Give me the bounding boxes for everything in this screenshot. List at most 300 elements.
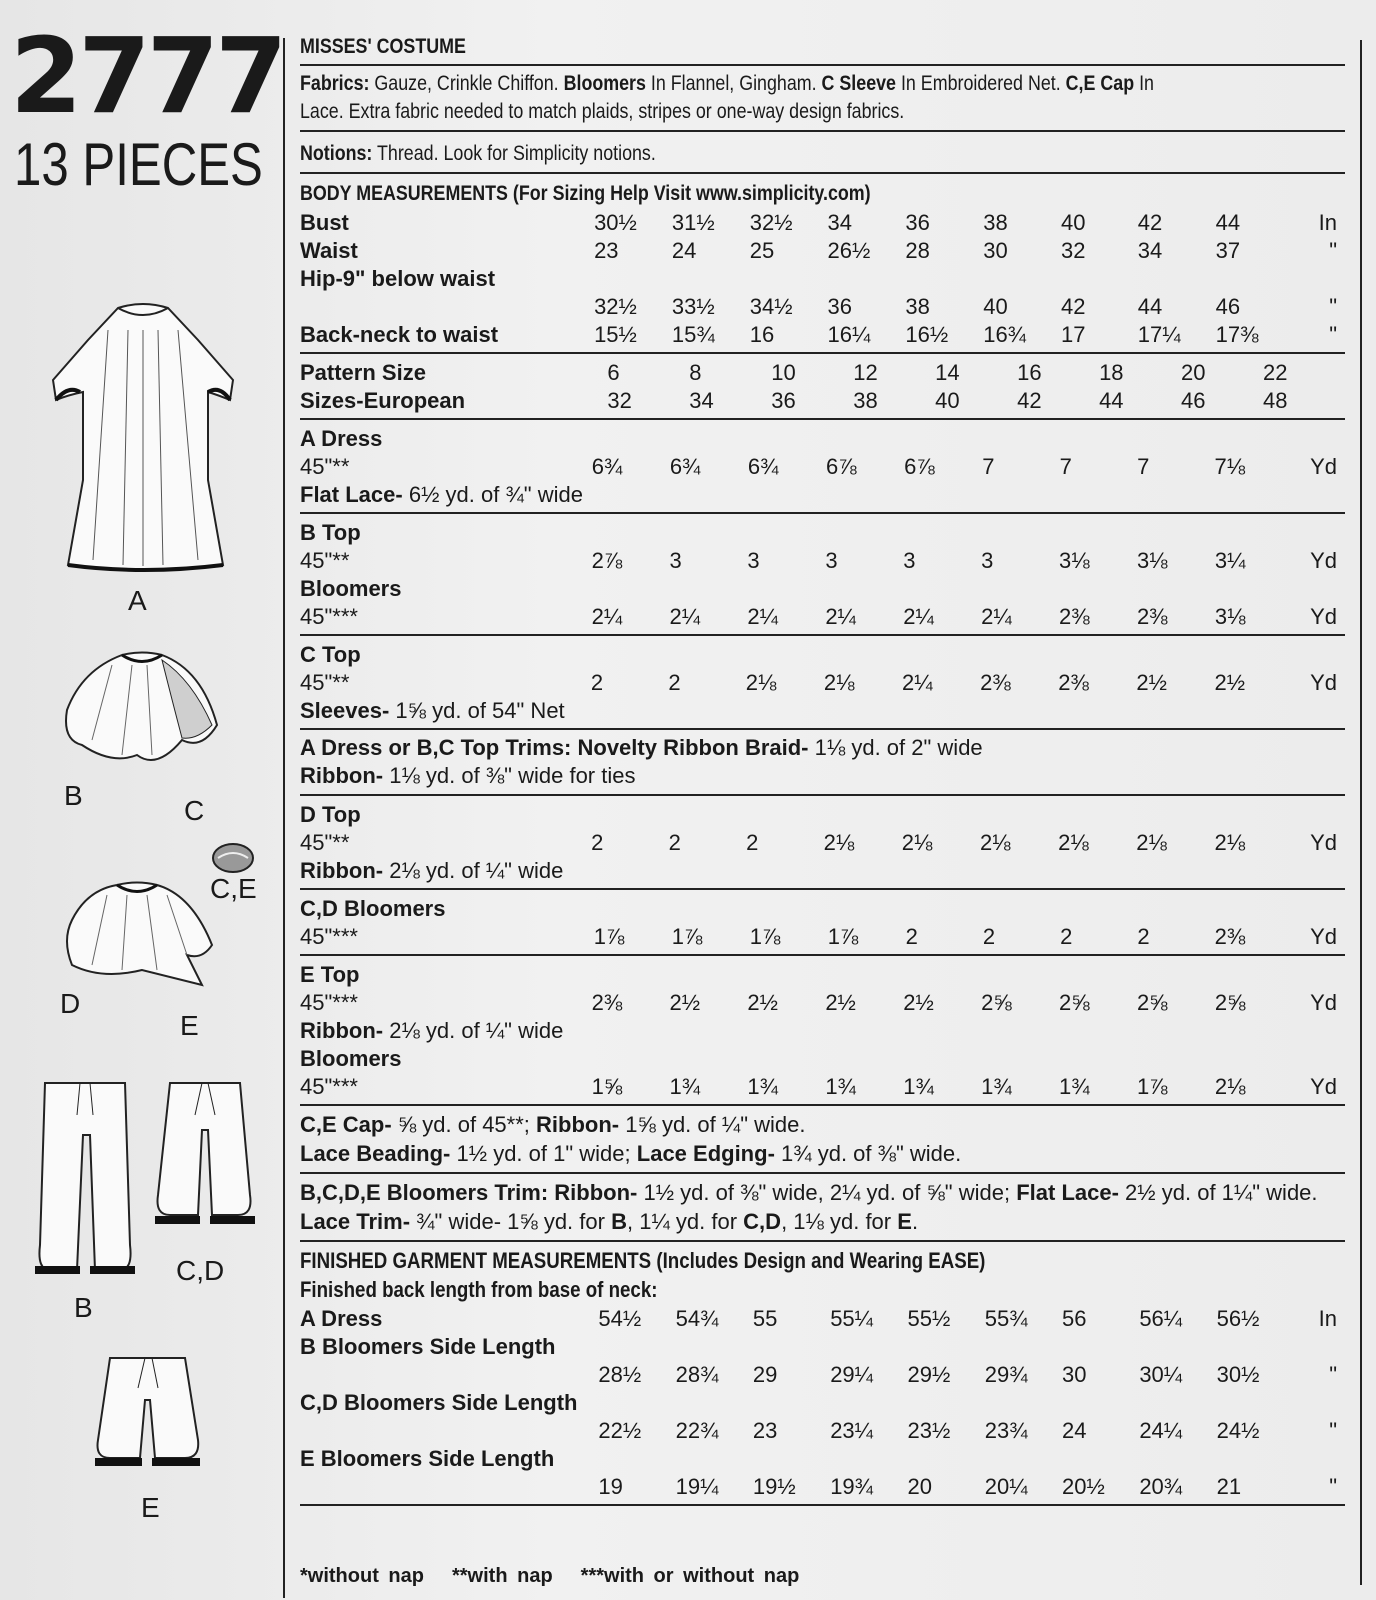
bloomers-trim-text: 1½ yd. of ⅜" wide, 2¼ yd. of ⅝" wide; [643,1180,1011,1205]
lace-trim-cd: C,D [743,1209,782,1234]
view-label-c: C [184,795,205,826]
size-value: 30¼ [1139,1362,1183,1387]
unit: Yd [1310,670,1337,695]
row-label [300,1360,598,1388]
size-value: 23 [752,1418,778,1443]
size-value: 1⅞ [827,924,859,949]
trims-text: 1⅛ yd. of 2" wide [814,735,983,760]
row-label: Bust [300,210,349,235]
c-top-row [300,668,1345,696]
size-value: 40 [983,294,1008,319]
finished-subheading: Finished back length from base of neck: [300,1277,658,1302]
size-value: 1⅞ [671,924,703,949]
d-top-fabric: 45"** [300,830,350,855]
size-value: 2⅜ [1058,670,1089,695]
size-value: 55 [752,1306,778,1331]
size-value: 20¼ [984,1474,1028,1499]
lace-beading-text: 1½ yd. of 1" wide; [456,1141,631,1166]
unit: " [1329,1418,1337,1443]
size-value: 2⅛ [1214,1074,1246,1099]
size-value: 2¼ [669,604,701,629]
size-value: 15¾ [671,322,715,347]
row-label [300,1472,598,1500]
size-value: 2 [905,924,918,949]
lace-trim-label: Lace Trim- [300,1209,411,1234]
unit: " [1329,1362,1337,1387]
size-value: 32 [1061,238,1086,263]
size-value: 2 [1060,924,1073,949]
size-value: 3⅛ [1214,604,1246,629]
measurement-row [300,1332,1345,1360]
a-dress-heading: A Dress [300,426,383,451]
sizes-section [300,354,1345,420]
size-value: 16¼ [827,322,871,347]
size-value: 2 [746,830,759,855]
size-value: 32 [607,388,632,413]
fabrics-section [300,66,1345,132]
c-top-heading: C Top [300,642,361,667]
size-value: 24 [1062,1418,1087,1443]
size-value: 2⅝ [1059,990,1090,1015]
size-value: 30 [1062,1362,1087,1387]
measurement-row [300,1304,1345,1332]
size-value: 10 [771,360,796,385]
yardage-chart [300,30,1345,1506]
size-value: 32½ [594,294,637,319]
size-value: 55¾ [984,1306,1028,1331]
fabrics-text: Gauze, Crinkle Chiffon. [374,72,559,95]
size-value: 2¼ [825,604,856,629]
e-bloomers-heading: Bloomers [300,1046,402,1071]
right-border [1360,40,1362,1585]
b-top-heading: B Top [300,520,361,545]
size-value: 42 [1061,294,1086,319]
size-value: 1⅞ [1136,1074,1168,1099]
fabrics-line2: Lace. Extra fabric needed to match plaids, stripes or one-way design fabrics. [300,100,905,123]
view-label-b-bloomers: B [74,1292,93,1323]
size-value: 2⅛ [1058,830,1089,855]
size-value: 2⅛ [823,670,855,695]
size-value: 2 [668,830,681,855]
size-value: 38 [905,294,930,319]
size-value: 2 [982,924,996,949]
view-label-e: E [180,1010,199,1041]
measurement-row [300,358,1345,386]
body-measurements-note: (For Sizing Help Visit www.simplicity.com) [512,182,871,205]
c-sleeve-label: C Sleeve [821,72,896,95]
size-value: 24½ [1216,1418,1260,1443]
size-value: 6⅞ [826,454,857,479]
size-value: 6⅞ [904,454,935,479]
size-value: 16 [749,322,775,347]
size-value: 19 [598,1474,623,1499]
size-value: 46 [1215,294,1241,319]
size-value: 38 [983,210,1008,235]
size-value: 2½ [669,990,701,1015]
view-de-top-illustration [62,880,222,990]
size-value: 7 [982,454,995,479]
size-value: 2¼ [903,604,934,629]
size-value: 23½ [907,1418,951,1443]
size-value: 2½ [1136,670,1167,695]
e-top-row [300,988,1345,1016]
size-value: 20¾ [1139,1474,1183,1499]
unit: " [1329,1474,1337,1499]
view-label-a: A [128,585,147,616]
unit [598,1332,675,1360]
notions-section [300,132,1345,174]
size-value: 34 [1137,238,1163,263]
size-value: 30½ [594,210,637,235]
bloomers-flat-lace-text: 2½ yd. of 1¼" wide. [1125,1180,1318,1205]
size-value: 2½ [825,990,856,1015]
size-value: 7 [1059,454,1072,479]
e-ribbon [300,1016,1345,1044]
size-value: 2 [1137,924,1150,949]
a-dress-table [300,424,1345,508]
measurement-row [300,1416,1345,1444]
size-value: 34 [689,388,714,413]
lace-trim-sep1: , 1¼ yd. for [626,1209,738,1234]
unit: " [1329,294,1337,319]
size-value: 2⅝ [1136,990,1168,1015]
sleeves-text: 1⅝ yd. of 54" Net [395,698,565,723]
size-value: 36 [771,388,796,413]
unit: Yd [1310,990,1337,1015]
size-value: 36 [827,294,853,319]
unit [594,264,672,292]
ce-cap-fabric-text: In [1139,72,1154,95]
size-value: 3⅛ [1059,548,1090,573]
trims-ribbon-text: 1⅛ yd. of ⅜" wide for ties [389,763,636,788]
lace-edging-text: 1¾ yd. of ⅜" wide. [781,1141,962,1166]
measurement-row [300,1360,1345,1388]
e-ribbon-label: Ribbon- [300,1018,384,1043]
b-top-section [300,514,1345,636]
size-value: 3 [669,548,682,573]
unit [598,1444,675,1472]
footnote-without-nap: *without nap [300,1565,424,1587]
size-value: 3 [903,548,916,573]
row-label: E Bloomers Side Length [300,1446,555,1471]
b-top-fabric: 45"** [300,548,350,573]
row-label: C,D Bloomers Side Length [300,1390,578,1415]
size-value: 16¾ [983,322,1027,347]
bloomers-fabric-label: Bloomers [563,72,646,95]
notions-label: Notions: [300,142,373,165]
d-top-row [300,828,1345,856]
size-value: 2 [591,830,604,855]
a-dress-fabric: 45"** [300,454,350,479]
size-value: 3 [747,548,760,573]
size-value: 34½ [749,294,793,319]
trims-ribbon-label: Ribbon- [300,763,384,788]
b-bloomers-illustration [35,1075,135,1300]
row-label: B Bloomers Side Length [300,1334,556,1359]
e-bloomers-illustration [90,1350,205,1480]
unit: In [1318,1306,1337,1331]
size-value: 42 [1017,388,1042,413]
size-value: 3 [981,548,994,573]
size-value: 2½ [903,990,934,1015]
body-measurements-table [300,208,1345,348]
size-value: 33½ [671,294,715,319]
size-value: 19¼ [675,1474,719,1499]
size-value: 2⅜ [1059,604,1090,629]
size-value: 1¾ [981,1074,1012,1099]
size-value: 28 [905,238,930,263]
cd-bloomers-fabric: 45"*** [300,924,358,949]
size-value: 31½ [671,210,715,235]
view-a-dress-illustration [48,300,238,575]
size-value: 22 [1262,360,1288,385]
size-value: 30 [983,238,1008,263]
size-value: 2⅜ [1136,604,1168,629]
lace-edging-label: Lace Edging- [636,1141,775,1166]
size-value: 56½ [1216,1306,1260,1331]
size-value: 1⅝ [591,1074,623,1099]
a-dress-lace [300,480,1345,508]
size-value: 42 [1137,210,1163,235]
cd-bloomers-row [300,922,1345,950]
size-value: 55½ [907,1306,951,1331]
size-value: 2⅛ [901,830,933,855]
unit: Yd [1310,454,1337,479]
size-value: 6 [607,360,620,385]
unit [598,1388,675,1416]
size-value: 17¼ [1137,322,1181,347]
size-value: 48 [1262,388,1288,413]
size-value: 55¼ [830,1306,874,1331]
view-bc-top-illustration [62,650,222,770]
e-bloomers-fabric: 45"*** [300,1074,358,1099]
size-value: 2 [668,670,681,695]
bloomers-flat-lace-label: Flat Lace- [1016,1180,1119,1205]
size-value: 28½ [598,1362,642,1387]
size-value: 1¾ [825,1074,856,1099]
body-measurements-section [300,174,1345,354]
trims-section [300,730,1345,796]
size-value: 38 [853,388,878,413]
cd-bloomers-heading: C,D Bloomers [300,896,446,921]
cd-bloomers-illustration [150,1075,260,1235]
row-label: A Dress [300,1306,383,1331]
row-label: Sizes-European [300,388,466,413]
size-value: 16 [1017,360,1042,385]
size-value: 29¾ [984,1362,1028,1387]
size-value: 20 [907,1474,932,1499]
measurement-row [300,320,1345,348]
c-sleeve-text: In Embroidered Net. [900,72,1061,95]
size-value: 2⅞ [591,548,623,573]
notions-text: Thread. Look for Simplicity notions. [377,142,656,165]
size-value: 2⅜ [980,670,1011,695]
size-value: 23¼ [830,1418,874,1443]
size-value: 26½ [827,238,871,263]
size-value: 17 [1061,322,1086,347]
bloomers-fabric-text: In Flannel, Gingham. [650,72,817,95]
d-top-heading: D Top [300,802,361,827]
size-value: 16½ [905,322,949,347]
size-value: 3 [825,548,838,573]
size-value: 34 [827,210,853,235]
e-top-fabric: 45"*** [300,990,358,1015]
sizes-table [300,358,1345,414]
size-value: 14 [935,360,960,385]
c-top-fabric: 45"** [300,670,350,695]
cd-bloomers-table [300,894,1345,950]
size-value: 3¼ [1214,548,1246,573]
size-value: 29½ [907,1362,951,1387]
size-value: 22½ [598,1418,642,1443]
d-top-table [300,800,1345,884]
row-label: Back-neck to waist [300,322,499,347]
size-value: 2¼ [902,670,933,695]
size-value: 7⅛ [1214,454,1246,479]
row-label [300,292,594,320]
b-bloomers-heading: Bloomers [300,576,402,601]
lace-trim-text: ¾" wide- 1⅝ yd. for [416,1209,605,1234]
lace-beading-label: Lace Beading- [300,1141,451,1166]
size-value: 44 [1099,388,1124,413]
size-value: 1⅞ [593,924,625,949]
size-value: 30½ [1216,1362,1260,1387]
unit: Yd [1310,604,1337,629]
size-value: 6¾ [591,454,623,479]
size-value: 24 [671,238,697,263]
size-value: 2⅛ [823,830,855,855]
footnote-with-nap: **with nap [451,1565,553,1587]
d-ribbon-text: 2⅛ yd. of ¼" wide [389,858,564,883]
ce-ribbon-text: 1⅝ yd. of ¼" wide. [625,1112,806,1137]
size-value: 19¾ [830,1474,874,1499]
size-value: 21 [1216,1474,1242,1499]
size-value: 1¾ [669,1074,701,1099]
size-value: 2 [590,670,604,695]
size-value: 29 [752,1362,778,1387]
size-value: 1⅞ [749,924,781,949]
size-value: 44 [1137,294,1163,319]
unit: In [1318,210,1337,235]
size-value: 23 [594,238,619,263]
d-ribbon [300,856,1345,884]
e-top-heading: E Top [300,962,360,987]
size-value: 12 [853,360,878,385]
size-value: 46 [1181,388,1206,413]
left-divider [283,38,285,1598]
size-value: 2½ [747,990,778,1015]
size-value: 2⅛ [1214,830,1246,855]
view-label-e-bloomers: E [141,1492,160,1523]
size-value: 2¼ [981,604,1012,629]
size-value: 2⅛ [1136,830,1167,855]
ce-cap-label: C,E Cap- [300,1112,392,1137]
fabrics-label: Fabrics: [300,72,370,95]
a-dress-section [300,420,1345,514]
cd-bloomers-section [300,890,1345,956]
size-value: 22¾ [675,1418,719,1443]
ce-ribbon-label: Ribbon- [536,1112,620,1137]
c-top-section [300,636,1345,730]
size-value: 40 [935,388,960,413]
size-value: 19½ [752,1474,796,1499]
size-value: 2¼ [747,604,778,629]
c-sleeves [300,696,1345,724]
size-value: 1¾ [747,1074,778,1099]
unit: " [1329,238,1337,263]
size-value: 2⅜ [591,990,623,1015]
size-value: 28¾ [675,1362,719,1387]
size-value: 24¼ [1139,1418,1183,1443]
size-value: 25 [749,238,775,263]
finished-table [300,1304,1345,1500]
ce-cap-illustration [208,838,258,878]
b-bloomers-row [300,602,1345,630]
lace-trim-sep2: , 1⅛ yd. for [781,1209,892,1234]
size-value: 2⅝ [981,990,1012,1015]
size-value: 17⅜ [1215,322,1259,347]
size-value: 29¼ [830,1362,874,1387]
row-label: Pattern Size [300,360,426,385]
size-value: 2½ [1214,670,1246,695]
size-value: 2⅜ [1214,924,1246,949]
size-value: 8 [689,360,702,385]
measurement-row [300,208,1345,236]
footnote-with-or-without-nap: ***with or without nap [580,1565,800,1587]
c-top-table [300,640,1345,724]
size-value: 40 [1061,210,1086,235]
size-value: 3⅛ [1136,548,1168,573]
ce-cap-fabric-label: C,E Cap [1065,72,1135,95]
unit: Yd [1310,548,1337,573]
row-label [300,1416,598,1444]
flat-lace-text: 6½ yd. of ¾" wide [408,482,583,507]
pattern-number: 2777 [10,15,284,137]
view-label-cd: C,D [176,1255,225,1286]
bloomers-trim-section [300,1174,1345,1242]
size-value: 6¾ [747,454,779,479]
size-value: 2⅛ [979,830,1011,855]
unit: Yd [1310,830,1337,855]
finished-heading: FINISHED GARMENT MEASUREMENTS (Includes Design and Wearing EASE) [300,1248,986,1273]
size-value: 44 [1215,210,1241,235]
view-label-d: D [60,988,81,1019]
size-value: 56¼ [1139,1306,1183,1331]
size-value: 15½ [594,322,637,347]
unit: Yd [1310,924,1337,949]
footnotes [300,1565,827,1588]
size-value: 23¾ [984,1418,1028,1443]
view-label-ce: C,E [210,873,257,904]
left-panel [0,0,285,1600]
size-value: 18 [1099,360,1124,385]
size-value: 1¾ [903,1074,934,1099]
e-top-table [300,960,1345,1100]
b-bloomers-fabric: 45"*** [300,604,358,629]
lace-trim-e: E [897,1209,912,1234]
unit: Yd [1310,1074,1337,1099]
unit: " [1329,322,1337,347]
garment-title: MISSES' COSTUME [300,35,466,58]
view-label-b: B [64,780,83,811]
body-measurements-heading: BODY MEASUREMENTS [300,182,508,205]
flat-lace-label: Flat Lace- [300,482,403,507]
size-value: 1¾ [1059,1074,1090,1099]
size-value: 2¼ [591,604,623,629]
ce-cap-section [300,1106,1345,1174]
measurement-row [300,1444,1345,1472]
finished-measurements-section [300,1242,1345,1506]
